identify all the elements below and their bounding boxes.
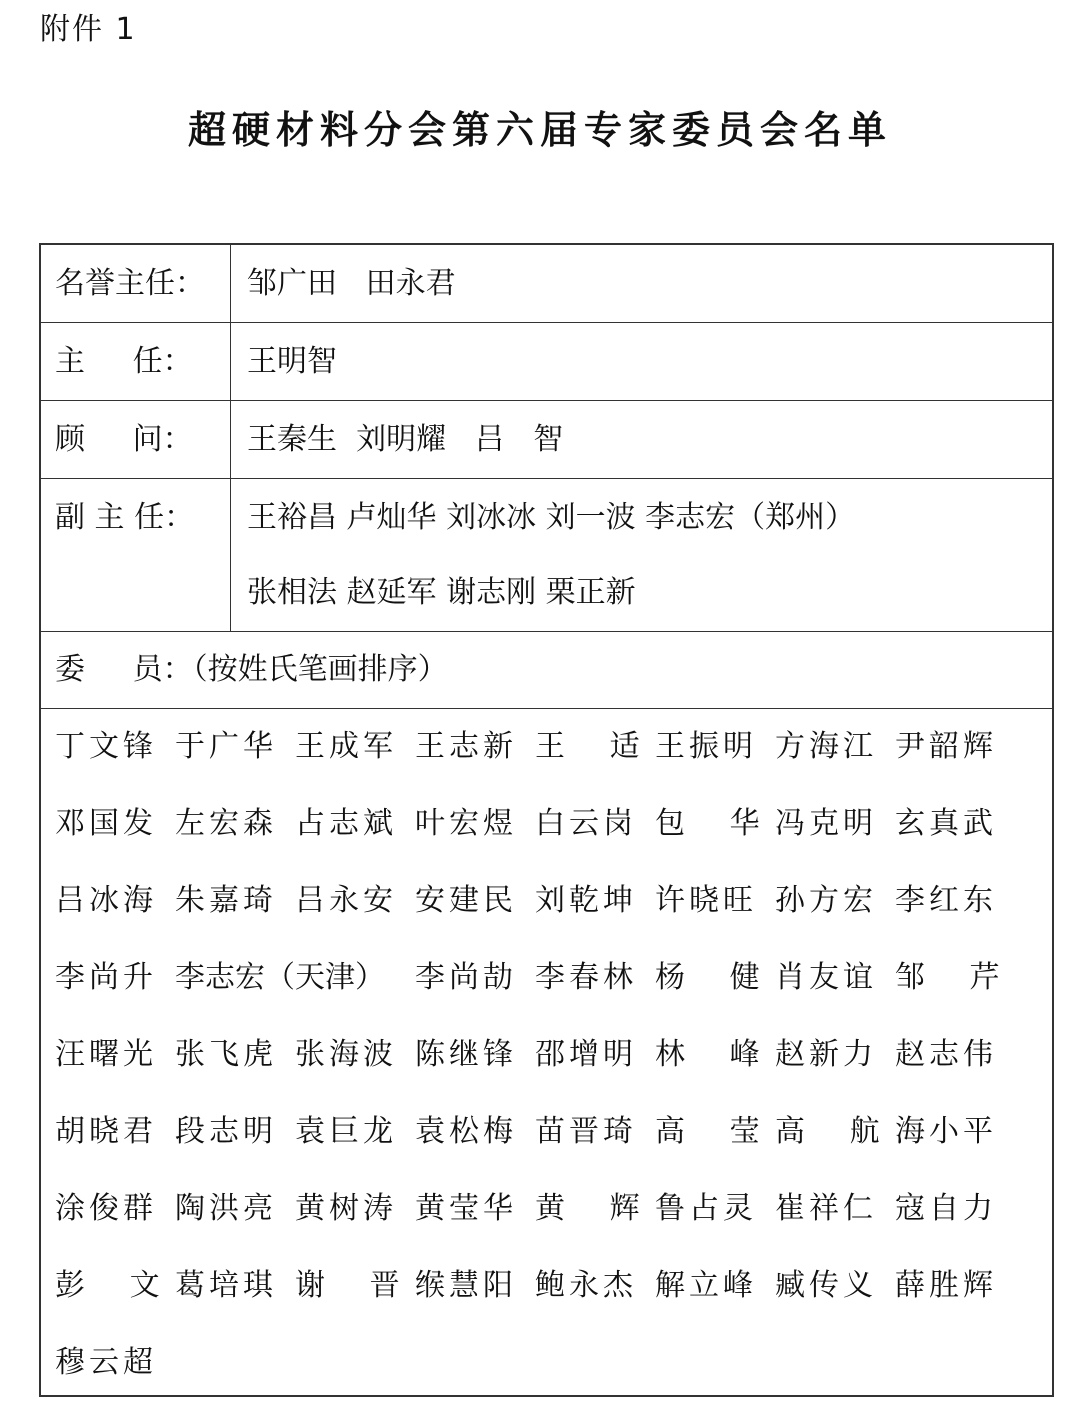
member-name: 袁松梅 xyxy=(415,1114,517,1149)
member-name: 方海江 xyxy=(775,729,877,764)
member-name: 王志新 xyxy=(415,729,517,764)
member-name: 李红东 xyxy=(895,883,997,918)
member-name: 袁巨龙 xyxy=(295,1114,397,1149)
row-value: 王秦生 刘明耀 吕 智 xyxy=(247,422,564,457)
row-value: 王明智 xyxy=(247,344,337,379)
label-cell xyxy=(41,323,231,400)
member-name: 苗晋琦 xyxy=(535,1114,637,1149)
member-name: 邵增明 xyxy=(535,1037,637,1072)
member-name: 汪曙光 xyxy=(55,1037,157,1072)
member-name: 杨 健 xyxy=(655,960,764,995)
member-name: 玄真武 xyxy=(895,806,997,841)
member-name: 李尚升 xyxy=(55,960,157,995)
member-name: 刘乾坤 xyxy=(535,883,637,918)
row-label: 主 任： xyxy=(55,344,193,379)
member-name: 邓国发 xyxy=(55,806,157,841)
row-value: 王裕昌 卢灿华 刘冰冰 刘一波 李志宏（郑州） xyxy=(247,500,856,535)
member-name: 葛培琪 xyxy=(175,1268,277,1303)
director-row xyxy=(41,323,1052,401)
member-name: 黄树涛 xyxy=(295,1191,397,1226)
member-name: 薛胜辉 xyxy=(895,1268,997,1303)
members-header: 委 员：（按姓氏笔画排序） xyxy=(55,652,448,687)
member-name: 叶宏煜 xyxy=(415,806,517,841)
deputy-director-row xyxy=(41,479,1052,632)
document-title: 超硬材料分会第六届专家委员会名单 xyxy=(187,108,892,152)
label-cell xyxy=(41,401,231,478)
member-name: 彭 文 xyxy=(55,1268,164,1303)
row-label: 名誉主任： xyxy=(55,266,205,301)
member-name: 朱嘉琦 xyxy=(175,883,277,918)
attachment-label: 附件 1 xyxy=(40,12,137,47)
member-name: 黄莹华 xyxy=(415,1191,517,1226)
members-header-row xyxy=(41,632,1052,709)
member-name: 寇自力 xyxy=(895,1191,997,1226)
member-name: 占志斌 xyxy=(295,806,397,841)
member-name: 缑慧阳 xyxy=(415,1268,517,1303)
member-name: 李春林 xyxy=(535,960,637,995)
member-name: 解立峰 xyxy=(655,1268,757,1303)
honorary-director-row xyxy=(41,245,1052,323)
row-label: 副 主 任： xyxy=(55,500,195,535)
member-name: 鲁占灵 xyxy=(655,1191,757,1226)
member-name: 陶洪亮 xyxy=(175,1191,277,1226)
member-name: 李志宏（天津） xyxy=(175,960,385,995)
member-name: 白云岗 xyxy=(535,806,637,841)
member-name: 赵新力 xyxy=(775,1037,877,1072)
member-name: 张海波 xyxy=(295,1037,397,1072)
member-name: 高 莹 xyxy=(655,1114,764,1149)
row-value: 张相法 赵延军 谢志刚 栗正新 xyxy=(247,575,636,610)
advisor-row xyxy=(41,401,1052,479)
member-name: 王成军 xyxy=(295,729,397,764)
label-cell xyxy=(41,245,231,322)
member-name: 段志明 xyxy=(175,1114,277,1149)
member-name: 张飞虎 xyxy=(175,1037,277,1072)
member-name: 王 适 xyxy=(535,729,644,764)
member-name: 崔祥仁 xyxy=(775,1191,877,1226)
member-name: 冯克明 xyxy=(775,806,877,841)
member-name: 鲍永杰 xyxy=(535,1268,637,1303)
row-label: 顾 问： xyxy=(55,422,193,457)
member-name: 穆云超 xyxy=(55,1345,157,1380)
committee-table xyxy=(39,243,1054,1397)
member-name: 丁文锋 xyxy=(55,729,157,764)
member-name: 胡晓君 xyxy=(55,1114,157,1149)
member-name: 臧传义 xyxy=(775,1268,877,1303)
member-name: 林 峰 xyxy=(655,1037,764,1072)
row-value: 邹广田 田永君 xyxy=(247,266,456,301)
member-name: 黄 辉 xyxy=(535,1191,644,1226)
member-name: 安建民 xyxy=(415,883,517,918)
member-name: 陈继锋 xyxy=(415,1037,517,1072)
member-name: 孙方宏 xyxy=(775,883,877,918)
member-name: 王振明 xyxy=(655,729,757,764)
member-name: 肖友谊 xyxy=(775,960,877,995)
member-name: 李尚劼 xyxy=(415,960,517,995)
member-name: 包 华 xyxy=(655,806,764,841)
member-name: 高 航 xyxy=(775,1114,884,1149)
member-name: 邹 芹 xyxy=(895,960,1004,995)
member-name: 谢 晋 xyxy=(295,1268,404,1303)
member-name: 海小平 xyxy=(895,1114,997,1149)
member-name: 吕冰海 xyxy=(55,883,157,918)
member-name: 尹韶辉 xyxy=(895,729,997,764)
label-cell xyxy=(41,479,231,631)
member-name: 许晓旺 xyxy=(655,883,757,918)
member-name: 赵志伟 xyxy=(895,1037,997,1072)
member-name: 吕永安 xyxy=(295,883,397,918)
member-name: 涂俊群 xyxy=(55,1191,157,1226)
member-name: 左宏森 xyxy=(175,806,277,841)
member-name: 于广华 xyxy=(175,729,277,764)
